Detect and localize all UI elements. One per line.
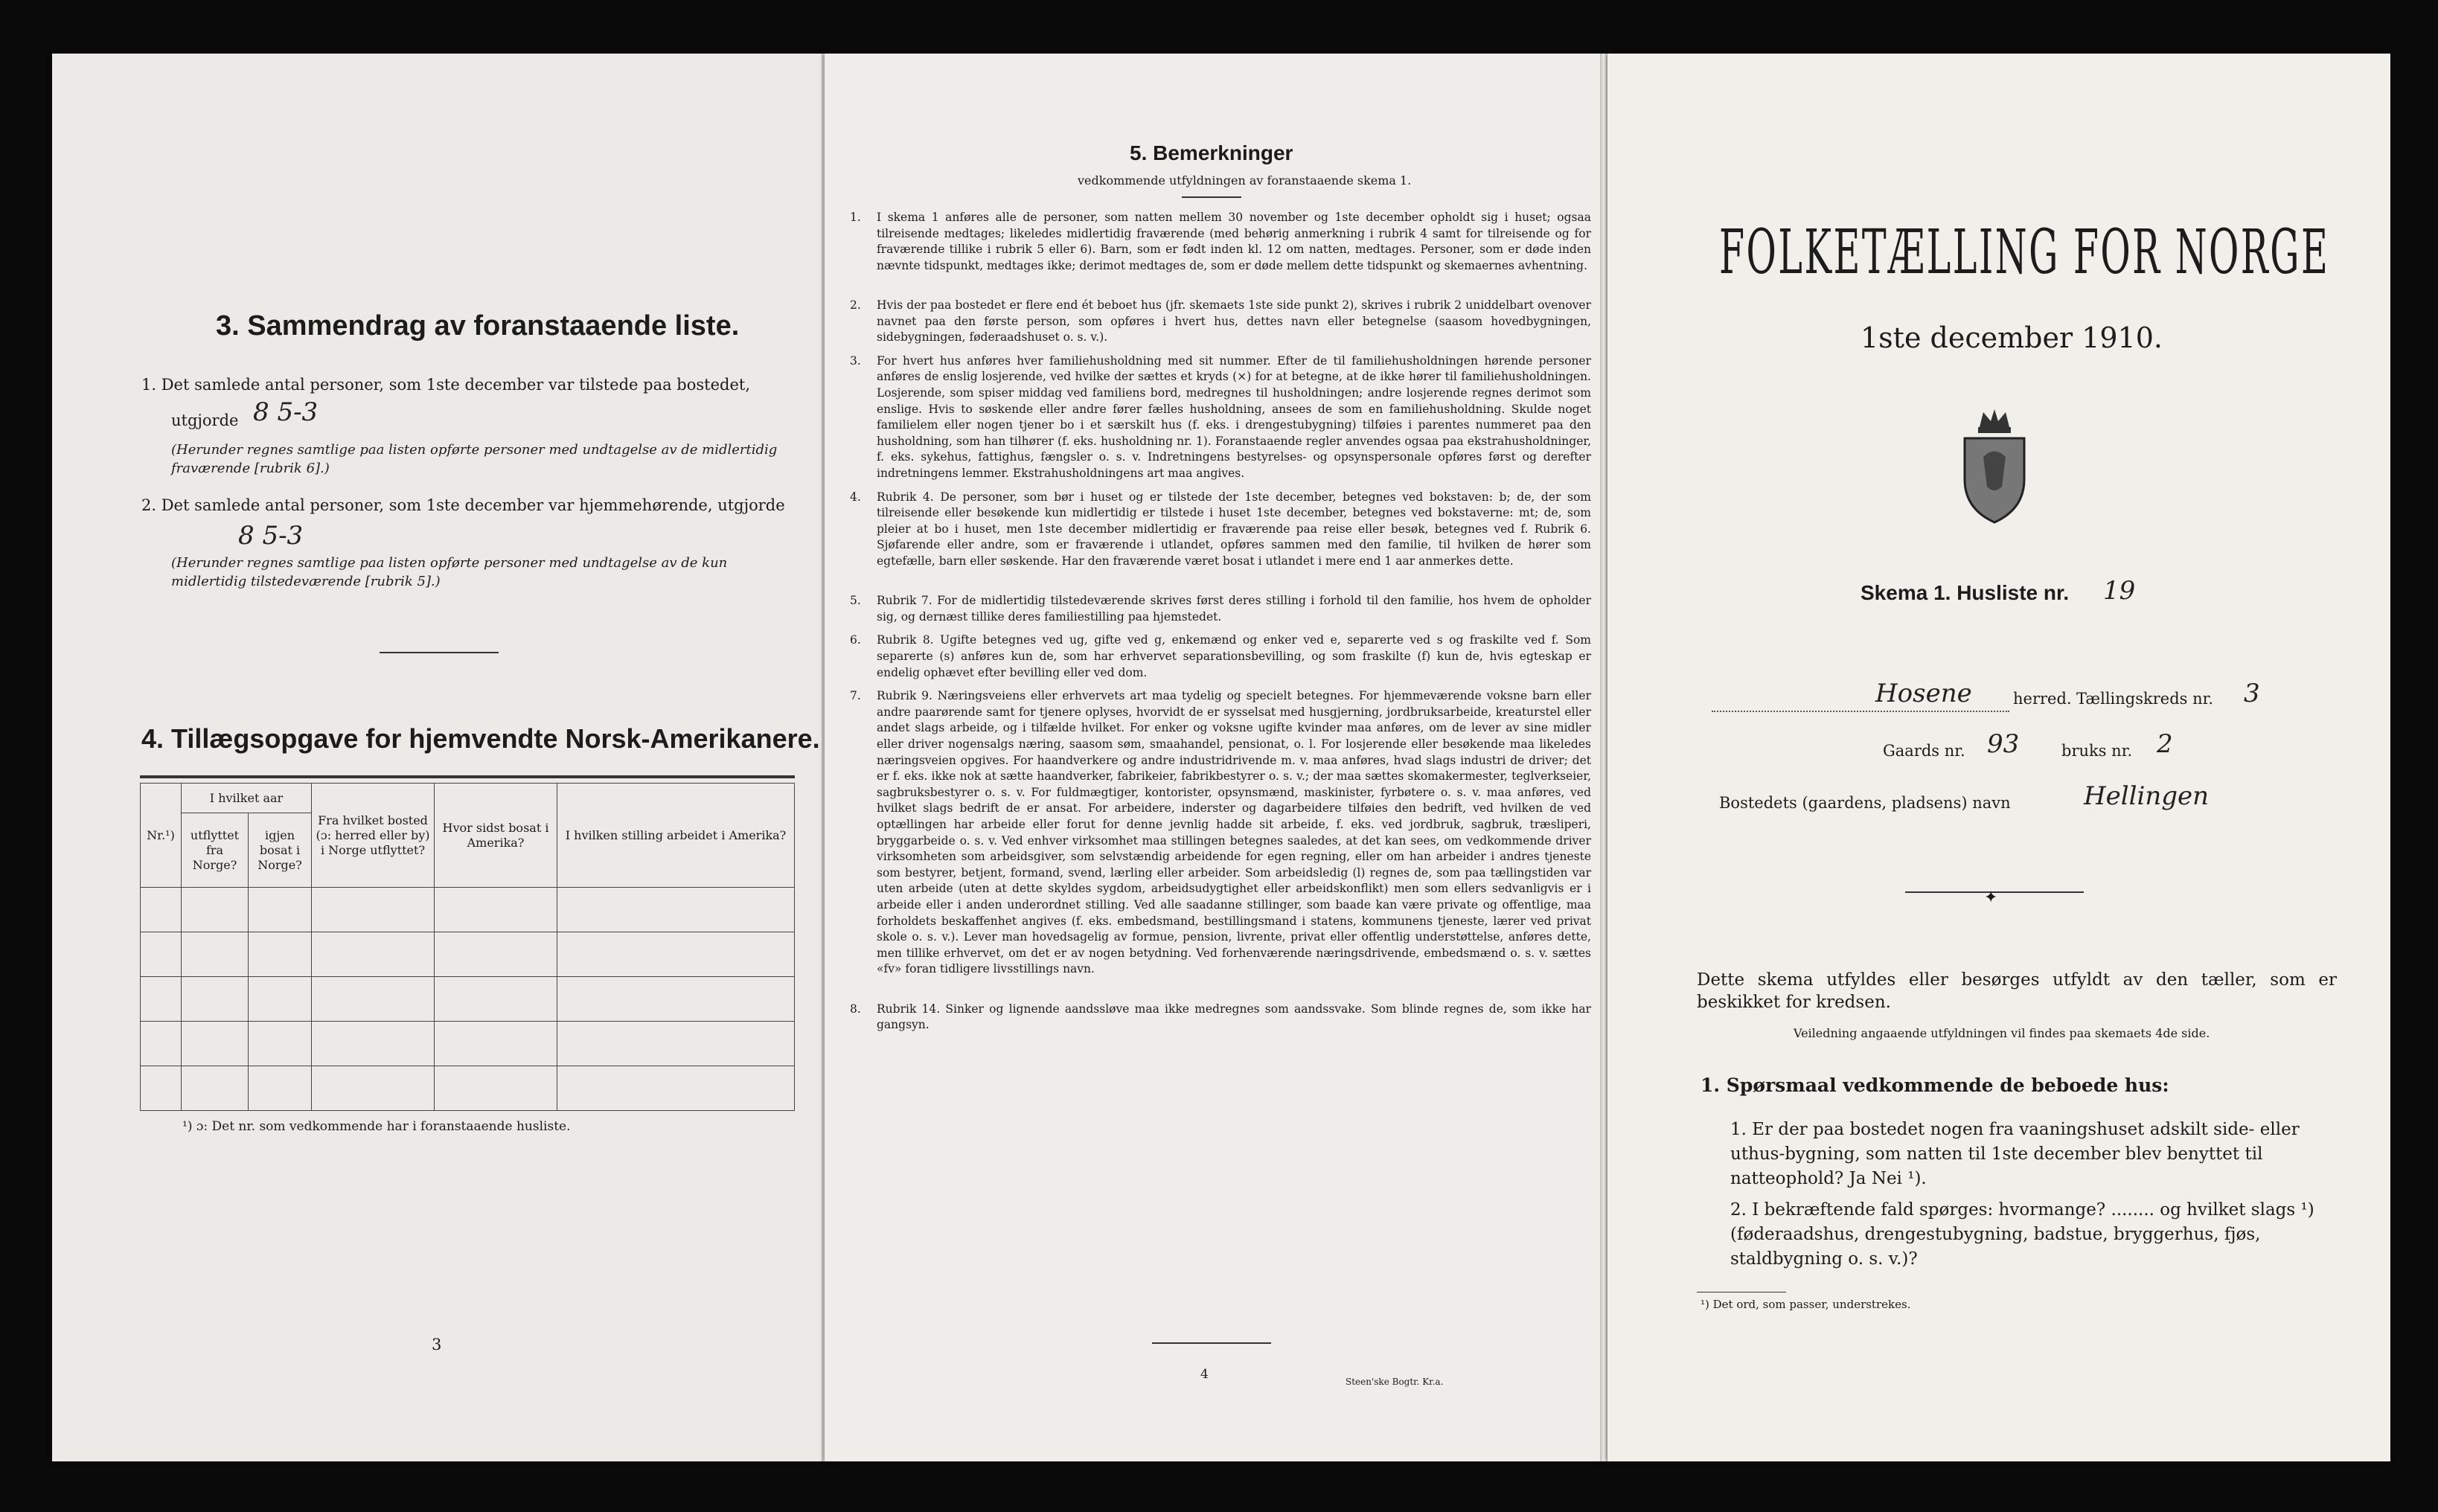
- item-1-utgjorde-label: utgjorde: [171, 411, 239, 429]
- footnote: ¹) Det ord, som passer, understrekes.: [1700, 1298, 1911, 1311]
- item-2-text: 2. Det samlede antal personer, som 1ste december var hjemmehørende, utgjorde: [141, 496, 785, 514]
- herred-line: [1712, 710, 2009, 712]
- divider: [380, 652, 499, 653]
- header-igjen: igjen bosat i Norge?: [249, 813, 312, 888]
- item-1-text: 1. Det samlede antal personer, som 1ste december var tilstede paa bostedet,: [141, 376, 751, 394]
- item-2-note: (Herunder regnes samtlige paa listen opførte personer med undtagelse av de kun midlertidig tilstedeværende [rubrik 5].): [171, 555, 728, 589]
- header-group: I hvilket aar: [182, 784, 312, 813]
- item-1-note: (Herunder regnes samtlige paa listen opførte personer med undtagelse av de midlertidig fraværende [rubrik 6].): [171, 442, 778, 476]
- bosted-label: Bostedets (gaardens, pladsens) navn: [1719, 794, 2011, 812]
- divider: [1182, 196, 1241, 198]
- tellingskreds-value: 3: [2244, 679, 2260, 708]
- remark-item: [850, 688, 1591, 978]
- table-row: [141, 1066, 795, 1111]
- page-1: [1607, 54, 2390, 1461]
- header-stilling: I hvilken stilling arbeidet i Amerika?: [557, 784, 795, 888]
- main-title: FOLKETÆLLING FOR NORGE: [1719, 217, 2330, 288]
- table-row: [141, 932, 795, 977]
- skema-label: Skema 1. Husliste nr.: [1861, 581, 2070, 604]
- remark-text: Rubrik 14. Sinker og lignende aandssløve maa ikke medregnes som aandssvake. Som blinde regnes de, som ikke har gangsyn.: [877, 1002, 1591, 1032]
- gaards-value: 93: [1987, 729, 2020, 759]
- page-4: [825, 54, 1602, 1461]
- remark-item: [850, 210, 1591, 274]
- item-1-handwritten-value: 8 5-3: [253, 397, 319, 427]
- questions-header: 1. Spørsmaal vedkommende de beboede hus:: [1700, 1074, 2169, 1096]
- gaards-label: Gaards nr.: [1883, 742, 1965, 760]
- husliste-number: 19: [2103, 576, 2136, 606]
- remark-number: 3.: [850, 353, 861, 368]
- remark-text: Rubrik 8. Ugifte betegnes ved ug, gifte ved g, enkemænd og enker ved e, separerte ved s og fraskilte ved f. Som separerte (s) anføres kun de, som har erhvervet separationsbevilling, og som fraskilte (f) kun de, hvis egteskap er endelig ophævet efter bevilling eller ved dom.: [877, 633, 1591, 679]
- remark-text: Rubrik 4. De personer, som bør i huset og er tilstede der 1ste december, betegnes ved bokstaven: b; de, der som tilreisende eller besøkende kun midlertidig er tilstede i huset 1ste december, betegnes ved bokstaverne: mt; de, som pleier at bo i huset, men 1ste december midlertidig er fraværende paa reise eller besøk, betegnes ved f. Rubrik 6. Sjøfarende eller andre, som er fraværende i utlandet, opføres sammen med den familie, til hvilken de hører som egtefælle, barn eller søskende. Har den fraværende været bosat i utlandet i mere end 1 aar anmerkes dette.: [877, 490, 1591, 568]
- table-row: [141, 977, 795, 1022]
- page-fold: [1600, 54, 1607, 1461]
- norsk-amerikaner-table: [140, 783, 795, 1111]
- bruks-value: 2: [2157, 729, 2173, 759]
- header-utflyttet: utflyttet fra Norge?: [182, 813, 249, 888]
- item-2-handwritten-value: 8 5-3: [238, 521, 304, 551]
- ornament-icon: ✦: [1984, 888, 1998, 907]
- census-date: 1ste december 1910.: [1861, 321, 2163, 354]
- bruks-label: bruks nr.: [2061, 742, 2133, 760]
- header-nr: Nr.¹): [141, 784, 182, 888]
- remark-number: 7.: [850, 689, 861, 703]
- remark-item: [850, 593, 1591, 625]
- question-1: 1. Er der paa bostedet nogen fra vaaningshuset adskilt side- eller uthus-bygning, som natten til 1ste december blev benyttet til natteophold? Ja Nei ¹).: [1730, 1120, 2300, 1188]
- divider: [1152, 1342, 1271, 1344]
- bosted-value: Hellingen: [2084, 781, 2210, 811]
- remark-number: 2.: [850, 298, 861, 312]
- question-2: 2. I bekræftende fald spørges: hvormange? ........ og hvilket slags ¹) (føderaadshus, drengestubygning, badstue, bryggerhus, fjøs, staldbygning o. s. v.)?: [1730, 1200, 2314, 1269]
- remark-item: [850, 353, 1591, 482]
- table-top-rule: [140, 775, 795, 778]
- table-row: [141, 888, 795, 932]
- tellingskreds-label: Tællingskreds nr.: [2076, 690, 2214, 708]
- remark-number: 8.: [850, 1002, 861, 1016]
- herred-value: Hosene: [1875, 679, 1972, 708]
- remark-text: Rubrik 7. For de midlertidig tilstedeværende skrives først deres stilling i forhold til den familie, hos hvem de opholder sig, og dernæst tillike deres familiestilling paa hjemstedet.: [877, 594, 1591, 624]
- remark-number: 5.: [850, 594, 861, 608]
- remark-text: I skema 1 anføres alle de personer, som natten mellem 30 november og 1ste december opholdt sig i huset; ogsaa tilreisende medtages; likeledes midlertidig fraværende (med behørig anmerkning i rubrik 4 samt for tilreisende og for fraværende tillike i rubrik 5 eller 6). Barn, som er født inden kl. 12 om natten, medtages. Personer, som er døde inden nævnte tidspunkt, medtages ikke; derimot medtages de, som er døde mellem dette tidspunkt og skemaernes avhentning.: [877, 211, 1591, 272]
- header-sidst: Hvor sidst bosat i Amerika?: [435, 784, 557, 888]
- remark-item: [850, 1002, 1591, 1034]
- remark-text: Hvis der paa bostedet er flere end ét beboet hus (jfr. skemaets 1ste side punkt 2), skrives i rubrik 2 uniddelbart ovenover navnet paa den første person, som opføres i hvert hus, dettes navn eller betegnelse (saasom hovedbygningen, sidebygningen, føderaadshuset o. s. v.).: [877, 298, 1591, 345]
- remark-item: [850, 298, 1591, 346]
- remark-number: 1.: [850, 211, 861, 224]
- remark-text: Rubrik 9. Næringsveiens eller erhvervets art maa tydelig og specielt betegnes. For hjemmeværende voksne barn eller andre paarørende samt for tjenere oplyses, hvorvidt de er sysselsat med husgjerning, jordbruksarbeide, kreaturstel eller andet slags arbeide, og i tilfælde hvilket. For enker og voksne ugifte kvinder maa anføres, om de lever av sine midler eller driver nogensalgs næring, saasom søm, smaahandel, pensionat, o. l. For losjerende eller besøkende maa likeledes næringsveien opgives. For haandverkere og andre industridrivende m. v. maa anføres, hvad slags industri de driver; det er f. eks. ikke nok at sætte haandverker, fabrikeier, fabrikbestyrer o. s. v.; der maa sættes skomakermester, teglverkseier, sagbruksbestyrer o. s. v. For fuldmægtiger, kontorister, opsynsmænd, maskinister, fyrbøtere o. s. v. maa anføres, ved hvilket slags bedrift de er ansat. For arbeidere, inderster og dagarbeidere tilføies den bedrift, ved hvilken de ved optællingen har arbeide eller forut for denne jevnlig hadde sit arbeide, f. eks. ved jordbruk, sagbruk, træsliperi, bryggarbeide o. s. v. Ved enhver virksomhet maa stillingen betegnes saaledes, at det kan sees, om vedkommende driver virksomheten som arbeidsgiver, som selvstændig arbeidende for egen regning, eller om han arbeider i andres tjeneste som bestyrer, betjent, formand, svend, lærling eller arbeider. Som arbeidsledig (l) regnes de, som paa tællingstiden var uten arbeide (uten at dette skyldes sygdom, arbeidsudygtighet eller arbeidskonflikt) men som ellers sedvanligvis er i arbeide eller i anden underordnet stilling. Ved alle saadanne stillinger, som baade kan være private og offentlige, maa forholdets beskaffenhet angives (f. eks. embedsmand, bestillingsmand i statens, kommunens tjeneste, lærer ved privat skole o. s. v.). Lever man hovedsagelig av formue, pension, livrente, privat eller offentlig understøttelse, anføres dette, men tillike erhvervet, om det er av nogen betydning. Ved forhenværende næringsdrivende, embedsmænd o. s. v. sættes «fv» foran tidligere livsstillings navn.: [877, 689, 1591, 976]
- footnote: ¹) ɔ: Det nr. som vedkommende har i foranstaaende husliste.: [182, 1119, 571, 1134]
- remarks-subtitle: vedkommende utfyldningen av foranstaaende skema 1.: [1078, 173, 1412, 188]
- instruction-text: Dette skema utfyldes eller besørges utfyldt av den tæller, som er beskikket for kredsen.: [1697, 970, 2337, 1012]
- table-row: [141, 1022, 795, 1066]
- herred-label: herred.: [2013, 690, 2072, 708]
- section-4-title: 4. Tillægsopgave for hjemvendte Norsk-Amerikanere.: [141, 723, 820, 754]
- page-3: [52, 54, 825, 1461]
- remark-number: 6.: [850, 633, 861, 647]
- header-bosted: Fra hvilket bosted (ɔ: herred eller by) i Norge utflyttet?: [312, 784, 435, 888]
- page-number: 3: [432, 1336, 442, 1354]
- remark-item: [850, 632, 1591, 681]
- remark-item: [850, 490, 1591, 570]
- printer-mark: Steen'ske Bogtr. Kr.a.: [1346, 1377, 1444, 1387]
- remarks-title: 5. Bemerkninger: [1130, 141, 1293, 164]
- instruction-note: Veiledning angaaende utfyldningen vil findes paa skemaets 4de side.: [1794, 1026, 2210, 1040]
- page-number: 4: [1200, 1367, 1209, 1382]
- section-3-title: 3. Sammendrag av foranstaaende liste.: [216, 310, 740, 342]
- remark-text: For hvert hus anføres hver familiehusholdning med sit nummer. Efter de til familiehusholdningen hørende personer anføres de enslig losjerende, ved hvilke der sættes et kryds (×) for at betegne, at de ikke hører til familiehusholdningen. Losjerende, som spiser middag ved familiens bord, medregnes til husholdningen; andre losjerende regnes derimot som enslige. Hvis to søskende eller andre fører fælles husholdning, ansees de som en familiehusholdning. Skulde noget familielem eller nogen tjener bo i et særskilt hus (f. eks. i drengestubygning) tilføies i parentes nummeret paa den husholdning, som han tilhører (f. eks. husholdning nr. 1). Foranstaaende regler anvendes ogsaa paa ekstrahusholdninger, f. eks. sykehus, fattighus, fængsler o. s. v. Indretningens bestyrelses- og opsynspersonale opføres først og derefter indretningens lemmer. Ekstrahusholdningens art maa angives.: [877, 353, 1591, 480]
- remark-number: 4.: [850, 490, 861, 504]
- coat-of-arms-icon: [1957, 405, 2032, 524]
